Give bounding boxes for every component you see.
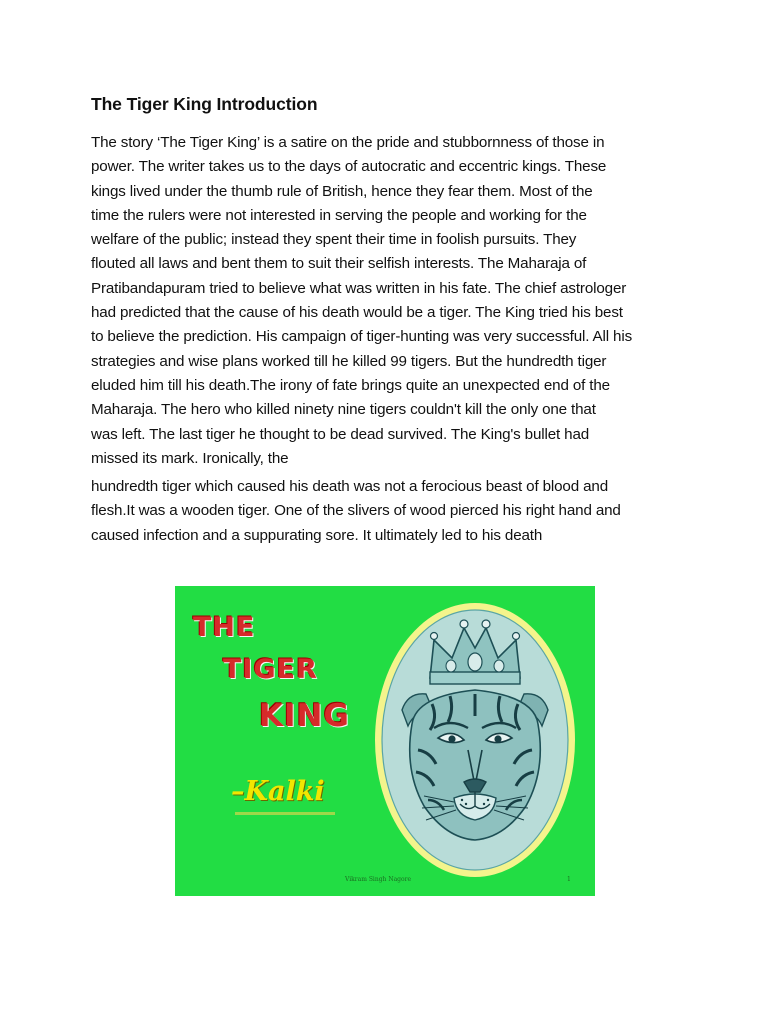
intro-paragraph [91, 131, 701, 471]
text-line: Maharaja. The hero who killed ninety nine tigers couldn't kill the only one that [91, 401, 596, 419]
cover-page-number: 1 [567, 876, 571, 883]
cover-title-tiger: TIGER [223, 654, 318, 685]
text-line: caused infection and a suppurating sore. It ultimately led to his death [91, 526, 543, 544]
page-title: The Tiger King Introduction [91, 94, 318, 114]
text-line: flouted all laws and bent them to suit their selfish interests. The Maharaja of [91, 255, 587, 273]
crowned-tiger-icon [372, 600, 578, 880]
text-line: flesh.It was a wooden tiger. One of the slivers of wood pierced his right hand and [91, 502, 621, 520]
text-line: missed its mark. Ironically, the [91, 449, 289, 467]
text-line: strategies and wise plans worked till he killed 99 tigers. But the hundredth tiger [91, 352, 607, 370]
cover-title-the: THE [193, 612, 256, 643]
cover-credit: Vikram Singh Nagore [345, 876, 412, 883]
text-line: welfare of the public; instead they spent their time in foolish pursuits. They [91, 231, 577, 249]
text-line: The story ‘The Tiger King’ is a satire on the pride and stubbornness of those in [91, 134, 605, 151]
cover-title-king: KING [259, 698, 350, 734]
cover-author: –Kalki [231, 776, 325, 807]
text-line: to believe the prediction. His campaign of tiger-hunting was very successful. All his [91, 328, 633, 346]
text-line: kings lived under the thumb rule of British, hence they fear them. Most of the [91, 182, 593, 200]
text-line: hundredth tiger which caused his death was not a ferocious beast of blood and [91, 478, 608, 495]
continuation-paragraph [91, 475, 701, 548]
text-line: time the rulers were not interested in serving the people and working for the [91, 206, 587, 224]
author-underline [235, 812, 335, 815]
text-line: eluded him till his death.The irony of fate brings quite an unexpected end of the [91, 376, 610, 394]
text-line: Pratibandapuram tried to believe what was written in his fate. The chief astrologer [91, 279, 627, 297]
text-line: had predicted that the cause of his death would be a tiger. The King tried his best [91, 304, 623, 322]
text-line: was left. The last tiger he thought to be dead survived. The King's bullet had [91, 425, 590, 443]
text-line: power. The writer takes us to the days of autocratic and eccentric kings. These [91, 158, 607, 176]
book-cover-image [175, 586, 595, 896]
